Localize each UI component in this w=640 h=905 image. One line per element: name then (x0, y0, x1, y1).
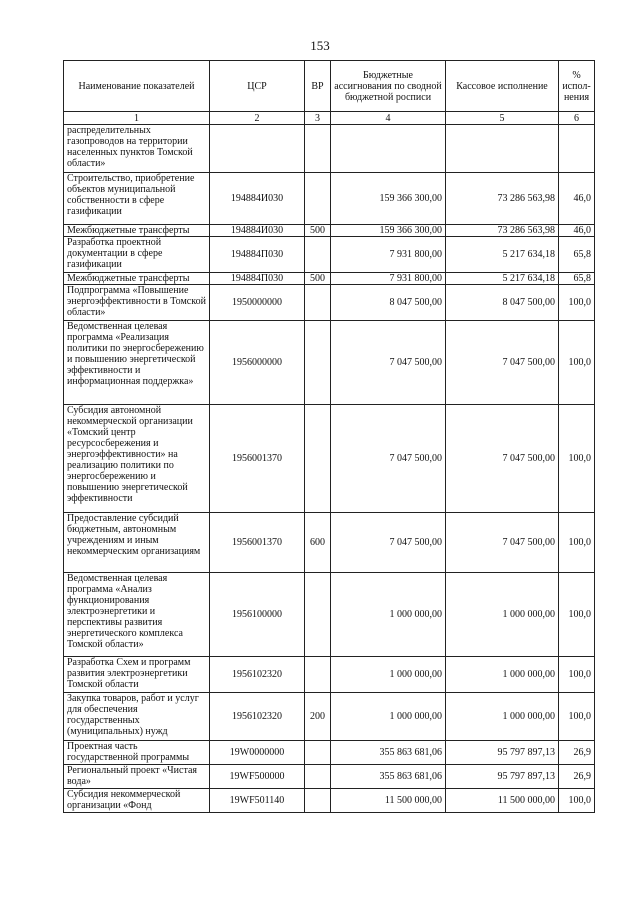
row-budget: 355 863 681,06 (331, 741, 446, 765)
column-number: 4 (331, 112, 446, 125)
column-number: 1 (64, 112, 210, 125)
row-name: Закупка товаров, работ и услуг для обеспечения государственных (муниципальных) нужд (64, 693, 210, 741)
row-csr: 194884П030 (210, 273, 305, 285)
row-vr: 500 (305, 273, 331, 285)
table-row (64, 657, 595, 693)
row-budget: 7 047 500,00 (331, 513, 446, 573)
row-name: Разработка Схем и программ развития электроэнергетики Томской области (64, 657, 210, 693)
table-row (64, 765, 595, 789)
row-name: Субсидия автономной некоммерческой организации «Томский центр ресурсосбережения и энергоэффективности» на реализацию политики по энергосбережению и повышению энергетической эффективности (64, 405, 210, 513)
row-percent: 100,0 (559, 321, 595, 405)
row-csr: 19W0000000 (210, 741, 305, 765)
row-cash: 8 047 500,00 (446, 285, 559, 321)
table-row (64, 573, 595, 657)
row-name: Разработка проектной документации в сфере газификации (64, 237, 210, 273)
header-vr: ВР (305, 61, 331, 112)
row-name: Региональный проект «Чистая вода» (64, 765, 210, 789)
header-percent: % испол-нения (559, 61, 595, 112)
row-budget: 1 000 000,00 (331, 573, 446, 657)
table-row (64, 405, 595, 513)
row-name: Ведомственная целевая программа «Анализ функционирования электроэнергетики и перспективы развития энергетического комплекса Томской области» (64, 573, 210, 657)
row-cash: 7 047 500,00 (446, 405, 559, 513)
row-cash: 73 286 563,98 (446, 225, 559, 237)
row-vr (305, 285, 331, 321)
row-vr (305, 789, 331, 813)
row-name: Строительство, приобретение объектов муниципальной собственности в сфере газификации (64, 173, 210, 225)
column-number: 5 (446, 112, 559, 125)
table-row (64, 789, 595, 813)
table-row (64, 285, 595, 321)
table-row (64, 173, 595, 225)
page-number: 153 (310, 38, 330, 53)
table-row (64, 513, 595, 573)
row-percent: 100,0 (559, 573, 595, 657)
row-name: Межбюджетные трансферты (64, 225, 210, 237)
header-cash: Кассовое исполнение (446, 61, 559, 112)
row-cash: 7 047 500,00 (446, 513, 559, 573)
row-vr (305, 125, 331, 173)
table-body (64, 125, 595, 813)
row-percent: 26,9 (559, 765, 595, 789)
row-percent: 100,0 (559, 513, 595, 573)
row-csr: 19WF501140 (210, 789, 305, 813)
row-cash: 95 797 897,13 (446, 741, 559, 765)
row-percent: 46,0 (559, 173, 595, 225)
row-csr: 1950000000 (210, 285, 305, 321)
row-vr (305, 237, 331, 273)
row-name: Субсидия некоммерческой организации «Фонд (64, 789, 210, 813)
row-percent: 65,8 (559, 237, 595, 273)
row-percent: 65,8 (559, 273, 595, 285)
row-csr: 194884И030 (210, 225, 305, 237)
header-name: Наименование показателей (64, 61, 210, 112)
table-row (64, 321, 595, 405)
row-csr: 194884П030 (210, 237, 305, 273)
column-number: 6 (559, 112, 595, 125)
row-csr: 1956100000 (210, 573, 305, 657)
row-name: распределительных газопроводов на территории населенных пунктов Томской области» (64, 125, 210, 173)
row-percent: 100,0 (559, 789, 595, 813)
column-number: 3 (305, 112, 331, 125)
row-vr (305, 173, 331, 225)
row-name: Ведомственная целевая программа «Реализация политики по энергосбережению и повышению энергетической эффективности и информационная поддержка» (64, 321, 210, 405)
table-row (64, 741, 595, 765)
row-cash: 5 217 634,18 (446, 237, 559, 273)
row-budget: 355 863 681,06 (331, 765, 446, 789)
row-percent: 100,0 (559, 405, 595, 513)
row-vr (305, 765, 331, 789)
column-number-row (64, 112, 595, 125)
budget-execution-table (63, 60, 595, 813)
table-row (64, 273, 595, 285)
row-percent (559, 125, 595, 173)
row-budget: 7 047 500,00 (331, 321, 446, 405)
header-csr: ЦСР (210, 61, 305, 112)
row-cash: 11 500 000,00 (446, 789, 559, 813)
header-budget: Бюджетные ассигнования по сводной бюджетной росписи (331, 61, 446, 112)
row-percent: 26,9 (559, 741, 595, 765)
row-vr (305, 657, 331, 693)
row-vr (305, 405, 331, 513)
row-budget: 7 931 800,00 (331, 237, 446, 273)
table-header-row (64, 61, 595, 112)
row-csr (210, 125, 305, 173)
row-vr (305, 573, 331, 657)
row-csr: 1956102320 (210, 693, 305, 741)
row-percent: 100,0 (559, 285, 595, 321)
row-name: Предоставление субсидий бюджетным, автономным учреждениям и иным некоммерческим организациям (64, 513, 210, 573)
table-row (64, 225, 595, 237)
row-cash: 5 217 634,18 (446, 273, 559, 285)
row-name: Межбюджетные трансферты (64, 273, 210, 285)
row-budget: 11 500 000,00 (331, 789, 446, 813)
row-csr: 1956001370 (210, 405, 305, 513)
row-name: Проектная часть государственной программы (64, 741, 210, 765)
row-cash: 7 047 500,00 (446, 321, 559, 405)
row-budget: 7 931 800,00 (331, 273, 446, 285)
row-budget: 8 047 500,00 (331, 285, 446, 321)
row-name: Подпрограмма «Повышение энергоэффективности в Томской области» (64, 285, 210, 321)
row-percent: 100,0 (559, 693, 595, 741)
row-vr (305, 321, 331, 405)
row-csr: 1956001370 (210, 513, 305, 573)
row-percent: 100,0 (559, 657, 595, 693)
row-cash: 1 000 000,00 (446, 573, 559, 657)
row-budget: 1 000 000,00 (331, 657, 446, 693)
row-budget: 159 366 300,00 (331, 225, 446, 237)
row-csr: 19WF500000 (210, 765, 305, 789)
row-vr: 200 (305, 693, 331, 741)
row-cash: 1 000 000,00 (446, 693, 559, 741)
row-budget: 159 366 300,00 (331, 173, 446, 225)
row-cash: 1 000 000,00 (446, 657, 559, 693)
row-budget: 7 047 500,00 (331, 405, 446, 513)
row-cash: 73 286 563,98 (446, 173, 559, 225)
row-vr (305, 741, 331, 765)
row-budget: 1 000 000,00 (331, 693, 446, 741)
table-row (64, 237, 595, 273)
table-row (64, 693, 595, 741)
row-percent: 46,0 (559, 225, 595, 237)
row-cash (446, 125, 559, 173)
row-csr: 1956102320 (210, 657, 305, 693)
row-vr: 500 (305, 225, 331, 237)
row-budget (331, 125, 446, 173)
row-csr: 1956000000 (210, 321, 305, 405)
row-cash: 95 797 897,13 (446, 765, 559, 789)
column-number: 2 (210, 112, 305, 125)
table-row (64, 125, 595, 173)
row-csr: 194884И030 (210, 173, 305, 225)
row-vr: 600 (305, 513, 331, 573)
